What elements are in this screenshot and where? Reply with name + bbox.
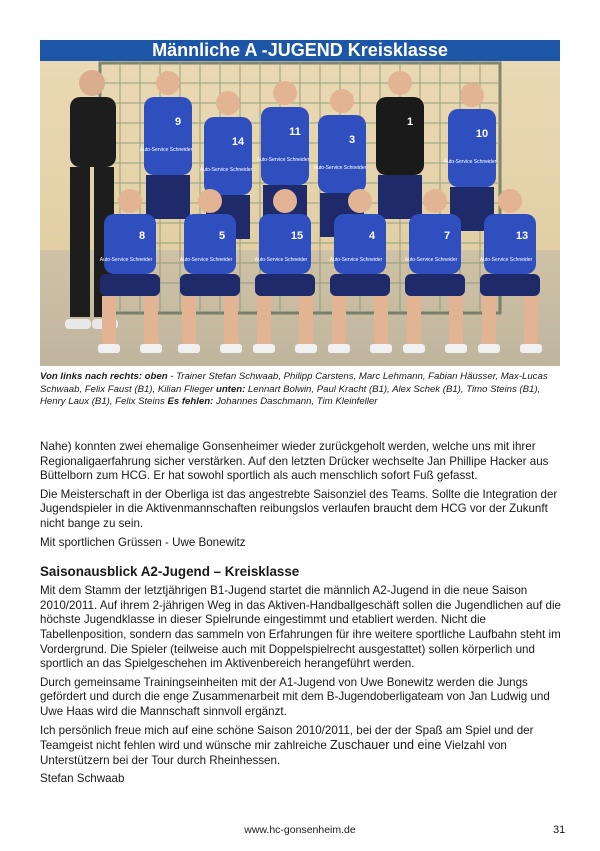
sponsor-text: Auto-Service Schneider xyxy=(313,165,367,171)
team-photo-drawing xyxy=(40,61,560,366)
caption-bottom-label: unten: xyxy=(215,383,246,395)
sponsor-text: Auto-Service Schneider xyxy=(443,159,497,165)
back-row-player xyxy=(376,71,424,219)
text-run: Zuschauer und eine xyxy=(330,738,442,753)
jersey-number: 11 xyxy=(289,126,301,138)
text-run: Vielzahl von Unterstützern bei der Tour durch Rheinhessen. xyxy=(40,739,507,767)
article-paragraph: Mit sportlichen Grüssen - Uwe Bonewitz xyxy=(40,535,246,549)
back-row-player xyxy=(444,83,497,231)
section-heading: Saisonausblick A2-Jugend – Kreisklasse xyxy=(40,564,300,580)
sponsor-text: Auto-Service Schneider xyxy=(329,257,383,263)
jersey-number: 13 xyxy=(515,230,529,242)
page-number: 31 xyxy=(553,824,566,836)
jersey-number: 3 xyxy=(348,134,356,146)
sponsor-text: Auto-Service Schneider xyxy=(479,257,533,263)
team-photo xyxy=(40,61,560,366)
jersey-number: 8 xyxy=(138,230,146,242)
caption-bottom-row: Lennart Bolwin, Paul Kracht (B1), Alex Schek (B1), Timo Steins (B1), Henry Laux (B1), Felix Steins xyxy=(40,383,541,407)
back-row-players xyxy=(140,71,497,239)
article-paragraph: Durch gemeinsame Trainingseinheiten mit der A1-Jugend von Uwe Bonewitz werden die Jungs gefördert und durch die enge Zusammenarbeit mit dem B-Jugendoberligateam von Jan Ludwig und Uwe Haas wird die Mannschaft sinnvoll ergänzt. xyxy=(40,675,550,718)
text-run: Ich persönlich freue mich auf eine schöne Saison 2010/2011, bei der der Spaß am Spiel und der Teamgeist nicht fehlen wird und wünsche mir zahlreiche xyxy=(40,723,534,753)
back-row-player xyxy=(140,71,193,219)
signature: Stefan Schwaab xyxy=(40,772,125,786)
jersey-number: 9 xyxy=(174,116,182,128)
article-paragraph xyxy=(40,724,562,769)
footer-url: www.hc-gonsenheim.de xyxy=(244,824,356,836)
jersey-number: 5 xyxy=(218,230,226,242)
jersey-number: 4 xyxy=(368,230,376,242)
jersey-number: 14 xyxy=(231,136,245,148)
article-paragraph: Nahe) konnten zwei ehemalige Gonsenheimer wieder zurückgeholt werden, welche uns mit ihrer Regionaligaerfahrung sicher verstärken. Auf den letzten Drücker wechselte Jan Phillipe Hacker aus Büttelborn zum HCG. Er hat sowohl sportlich als auch menschlich sofort Fuß gefasst. xyxy=(40,440,549,483)
photo-caption xyxy=(40,371,560,409)
jersey-number: 10 xyxy=(475,128,489,140)
sponsor-text: Auto-Service Schneider xyxy=(199,167,253,173)
jersey-number: 7 xyxy=(443,230,451,242)
jersey-number: 15 xyxy=(290,230,304,242)
article-paragraph: Mit dem Stamm der letztjährigen B1-Jugend startet die männlich A2-Jugend in die neue Saison 2010/2011. Auf ihrem 2-jährigen Weg in das Aktiven-Handballgeschäft sollen die Jugendlichen auf die höchste Jugendklasse in dieser Spielrunde eingestimmt und etabliert werden. Nicht die Tabellenposition, sondern das sammeln von Erfahrungen für ihre weitere sportliche Laufbahn steht im Vordergrund. Die Spieler (teilweise auch mit Doppelspielrecht ausgestattet) sollen körperlich und sportlich an das Spielgeschehen im Aktivenbereich herangeführt werden. xyxy=(40,584,561,671)
sponsor-text: Auto-Service Schneider xyxy=(404,257,458,263)
sponsor-text: Auto-Service Schneider xyxy=(99,257,153,263)
article-body xyxy=(40,440,562,791)
caption-missing: Johannes Daschmann, Tim Kleinfeller xyxy=(213,396,378,407)
page-title: Männliche A -JUGEND Kreisklasse xyxy=(40,40,560,61)
caption-lead: Von links nach rechts: oben xyxy=(40,371,168,382)
jersey-number: 1 xyxy=(406,116,414,128)
caption-missing-label: Es fehlen: xyxy=(167,396,214,407)
sponsor-text: Auto-Service Schneider xyxy=(254,257,308,263)
sponsor-text: Auto-Service Schneider xyxy=(179,257,233,263)
caption-top-row: - Trainer Stefan Schwaab, Philipp Carstens, Marc Lehmann, Fabian Häusser, Max-Lucas Schwaab, Felix Faust (B1), Kilian Flieger xyxy=(40,371,548,395)
sponsor-text: Auto-Service Schneider xyxy=(256,157,310,163)
sponsor-text: Auto-Service Schneider xyxy=(139,147,193,153)
article-paragraph: Die Meisterschaft in der Oberliga ist das angestrebte Saisonziel des Teams. Sollte die Integration der Jugendspieler in die Aktivenmannschaften reibungslos verlaufen braucht dem HCG vor der Zukunft nicht bange zu sein. xyxy=(40,487,558,530)
